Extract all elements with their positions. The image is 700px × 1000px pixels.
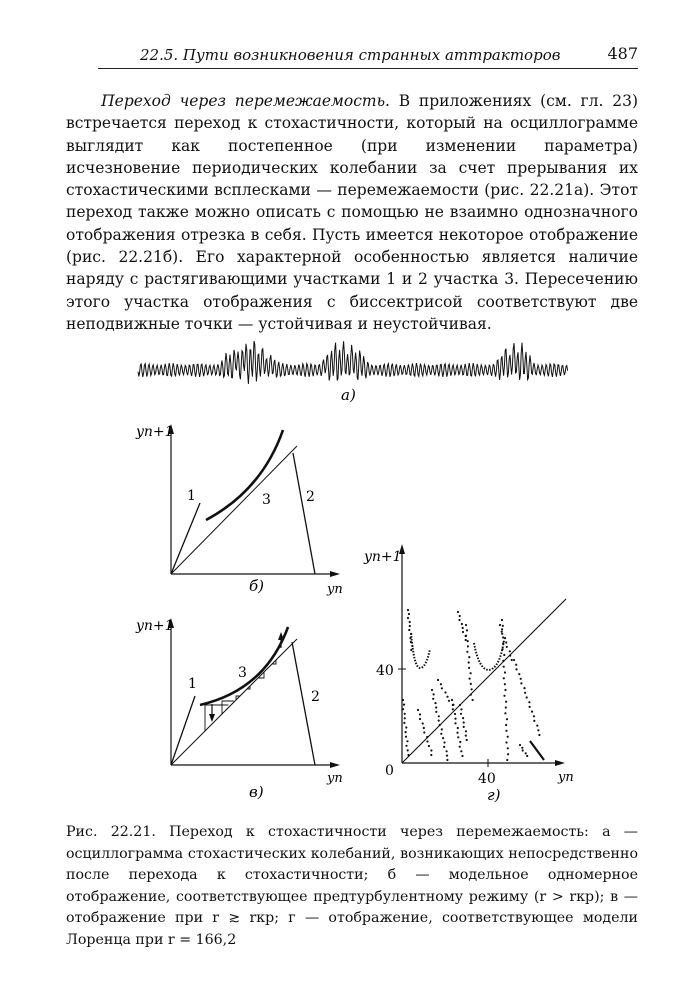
scatter-point (457, 736, 459, 738)
scatter-point (404, 717, 406, 719)
scatter-point (402, 699, 404, 701)
scatter-point (502, 636, 504, 638)
scatter-point (426, 736, 428, 738)
scatter-point (515, 668, 517, 670)
panel-b-label-3: 3 (262, 492, 271, 508)
scatter-point (465, 635, 467, 637)
panel-b-x-label: yn (327, 582, 343, 597)
scatter-point (461, 755, 463, 757)
scatter-point (505, 701, 507, 703)
scatter-point (419, 718, 421, 720)
scatter-point (525, 752, 527, 754)
scatter-point (506, 759, 508, 761)
scatter-point (407, 617, 409, 619)
scatter-point (501, 619, 503, 621)
scatter-point (426, 740, 428, 742)
scatter-point (403, 704, 405, 706)
panel-b-bisectrix (171, 446, 297, 574)
scatter-point (459, 704, 461, 706)
scatter-point (505, 724, 507, 726)
scatter-point (439, 724, 441, 726)
scatter-point (404, 713, 406, 715)
scatter-point (506, 718, 508, 720)
panel-c-label-1: 1 (188, 676, 197, 692)
scatter-point (446, 750, 448, 752)
scatter-point (513, 659, 515, 661)
scatter-point (417, 709, 419, 711)
scatter-point (457, 611, 459, 613)
scatter-point (536, 725, 538, 727)
scatter-point (454, 718, 456, 720)
scatter-point (538, 734, 540, 736)
scatter-point (430, 754, 432, 756)
panel-c-arrowhead-left (209, 714, 215, 722)
paragraph-lead: Переход через перемежаемость. (101, 92, 390, 110)
scatter-point (470, 683, 472, 685)
scatter-point (434, 702, 436, 704)
scatter-point (435, 706, 437, 708)
scatter-point (511, 659, 513, 661)
scatter-point (459, 741, 461, 743)
scatter-point (505, 730, 507, 732)
scatter-point (502, 625, 504, 627)
scatter-point (431, 689, 433, 691)
page-number: 487 (607, 44, 638, 63)
scatter-point (467, 640, 469, 642)
panel-c-bisectrix (171, 639, 297, 765)
panel-a-label: а) (341, 386, 356, 404)
scatter-point (526, 755, 528, 757)
scatter-point (468, 661, 470, 663)
scatter-point (438, 720, 440, 722)
scatter-point (446, 755, 448, 757)
panel-c (135, 618, 343, 801)
scatter-point (503, 654, 505, 656)
scatter-point (462, 627, 464, 629)
scatter-point (405, 731, 407, 733)
scatter-point (444, 691, 446, 693)
scatter-point (505, 706, 507, 708)
panel-d (363, 544, 574, 804)
scatter-point (521, 747, 523, 749)
scatter-point (528, 701, 530, 703)
scatter-point (440, 683, 442, 685)
panel-d-y-tick-label: 40 (376, 663, 394, 679)
panel-c-x-label: yn (327, 771, 343, 786)
scatter-point (428, 745, 430, 747)
figure-caption: Рис. 22.21. Переход к стохастичности через перемежаемость: а — осциллограмма стохастических колебаний, возникающих непосредственно после перехода к стохастичности; б — модельное одномерное отображение, соответствующее предтурбулентному режиму (r > rкр); в — отображение при r ≳ rкр; г — отображение, соответствующее модели Лоренца при r = 166,2 (66, 824, 638, 948)
scatter-point (460, 713, 462, 715)
scatter-point (468, 656, 470, 658)
scatter-point (523, 687, 525, 689)
panel-c-label-3: 3 (238, 665, 247, 681)
scatter-point (405, 745, 407, 747)
scatter-point (518, 673, 520, 675)
scatter-point (520, 678, 522, 680)
panel-d-x-tick-label: 40 (478, 771, 496, 787)
scatter-point (503, 666, 505, 668)
panel-b-branch-1 (171, 503, 200, 574)
scatter-point (446, 696, 448, 698)
scatter-point (469, 678, 471, 680)
scatter-point (465, 624, 467, 626)
scatter-point (537, 729, 539, 731)
scatter-point (503, 695, 505, 697)
scatter-point (462, 631, 464, 633)
scatter-point (405, 726, 407, 728)
scatter-point (460, 708, 462, 710)
scatter-point (507, 753, 509, 755)
scatter-point (407, 749, 409, 751)
scatter-point (442, 737, 444, 739)
panel-b-label-1: 1 (187, 488, 196, 504)
scatter-point (533, 720, 535, 722)
scatter-point (526, 696, 528, 698)
scatter-point (504, 683, 506, 685)
panel-c-branch-1 (171, 696, 195, 765)
scatter-point (438, 715, 440, 717)
scatter-point (446, 759, 448, 761)
scatter-point (443, 746, 445, 748)
panel-d-scatter-points (402, 609, 541, 761)
scatter-point (407, 754, 409, 756)
scatter-point (422, 722, 424, 724)
panel-c-y-label: yn+1 (136, 618, 174, 634)
scatter-point (407, 609, 409, 611)
panel-b-x-arrow (330, 571, 340, 577)
scatter-point (522, 749, 524, 751)
panel-b (135, 424, 343, 597)
scatter-point (531, 711, 533, 713)
scatter-point (441, 687, 443, 689)
scatter-point (463, 721, 465, 723)
panel-d-y-label: yn+1 (364, 549, 402, 565)
scatter-point (470, 672, 472, 674)
scatter-point (463, 726, 465, 728)
scatter-point (503, 677, 505, 679)
scatter-point (501, 633, 503, 635)
panel-b-label-2: 2 (306, 489, 315, 505)
panel-b-branch-2 (293, 453, 315, 574)
scatter-point (529, 706, 531, 708)
scatter-point (499, 624, 501, 626)
scatter-point (423, 731, 425, 733)
scatter-point (454, 713, 456, 715)
scatter-point (509, 650, 511, 652)
scatter-point (441, 728, 443, 730)
scatter-point (408, 629, 410, 631)
scatter-point (520, 682, 522, 684)
scatter-point (405, 736, 407, 738)
scatter-point (419, 713, 421, 715)
scatter-point (459, 615, 461, 617)
scatter-point (505, 741, 507, 743)
panel-d-x-arrow (555, 760, 565, 766)
scatter-point (451, 699, 453, 701)
scatter-point (433, 693, 435, 695)
scatter-point (457, 727, 459, 729)
scatter-point (443, 741, 445, 743)
panel-d-origin-label: 0 (385, 763, 394, 779)
scatter-point (509, 655, 511, 657)
scatter-point (409, 621, 411, 623)
scatter-point (501, 631, 503, 633)
scatter-point (519, 744, 521, 746)
panel-d-bisectrix (402, 599, 566, 763)
scatter-point (506, 646, 508, 648)
scatter-point (430, 749, 432, 751)
scatter-point (504, 689, 506, 691)
paragraph-text: В приложениях (см. гл. 23) встречается переход к стохастичности, который на осциллограмме выглядит как постепенное (при изменении параметра) исчезновение периодических колебании за счет прерывания их стохастическими всплесками — перемежаемости (рис. 22.21а). Этот переход также можно описать с помощью не взаимно однозначного отображения отрезка в себя. Пусть имеется некоторое отображение (рис. 22.21б). Его характерной особенностью является наличие наряду с растягивающими участками 1 и 2 участка 3. Пересечению этого участка отображения с биссектрисой соответствуют две неподвижные точки — устойчивая и неустойчивая. (66, 92, 638, 333)
scatter-point (504, 712, 506, 714)
scatter-point (458, 619, 460, 621)
scatter-point (452, 704, 454, 706)
scatter-point (501, 628, 503, 630)
scatter-point (466, 629, 468, 631)
scatter-point (470, 694, 472, 696)
scatter-point (533, 715, 535, 717)
scatter-point (466, 739, 468, 741)
scatter-point (465, 639, 467, 641)
panel-d-panel-label: г) (487, 786, 501, 804)
panel-c-label-2: 2 (311, 689, 320, 705)
panel-b-y-label: yn+1 (136, 424, 174, 440)
scatter-point (409, 625, 411, 627)
scatter-point (448, 700, 450, 702)
scatter-point (456, 732, 458, 734)
scatter-point (403, 722, 405, 724)
scatter-point (502, 660, 504, 662)
scatter-point (524, 692, 526, 694)
scatter-point (471, 688, 473, 690)
section-title: 22.5. Пути возникновения странных аттракторов (140, 46, 561, 64)
panel-b-branch-3 (206, 430, 283, 520)
panel-d-dense-arc-left (411, 633, 430, 668)
scatter-point (505, 641, 507, 643)
scatter-point (465, 735, 467, 737)
scatter-point (406, 740, 408, 742)
scatter-point (507, 747, 509, 749)
scatter-point (459, 746, 461, 748)
scatter-point (472, 699, 474, 701)
scatter-point (465, 730, 467, 732)
scatter-point (515, 664, 517, 666)
scatter-point (467, 645, 469, 647)
oscillogram-trace (138, 341, 568, 384)
scatter-point (507, 736, 509, 738)
scatter-point (460, 750, 462, 752)
scatter-point (454, 722, 456, 724)
scatter-point (440, 733, 442, 735)
scatter-point (466, 651, 468, 653)
scatter-point (423, 727, 425, 729)
scatter-point (408, 613, 410, 615)
panel-b-panel-label: б) (249, 577, 265, 595)
scatter-point (432, 698, 434, 700)
scatter-point (468, 667, 470, 669)
scatter-point (402, 708, 404, 710)
panel-d-x-label: yn (558, 770, 574, 785)
scatter-point (435, 711, 437, 713)
panel-d-dense-segment (530, 741, 544, 760)
scatter-point (504, 671, 506, 673)
panel-c-panel-label: в) (249, 783, 264, 801)
scatter-point (452, 708, 454, 710)
scatter-point (461, 623, 463, 625)
scatter-point (462, 717, 464, 719)
panel-c-x-arrow (330, 762, 340, 768)
scatter-point (437, 679, 439, 681)
